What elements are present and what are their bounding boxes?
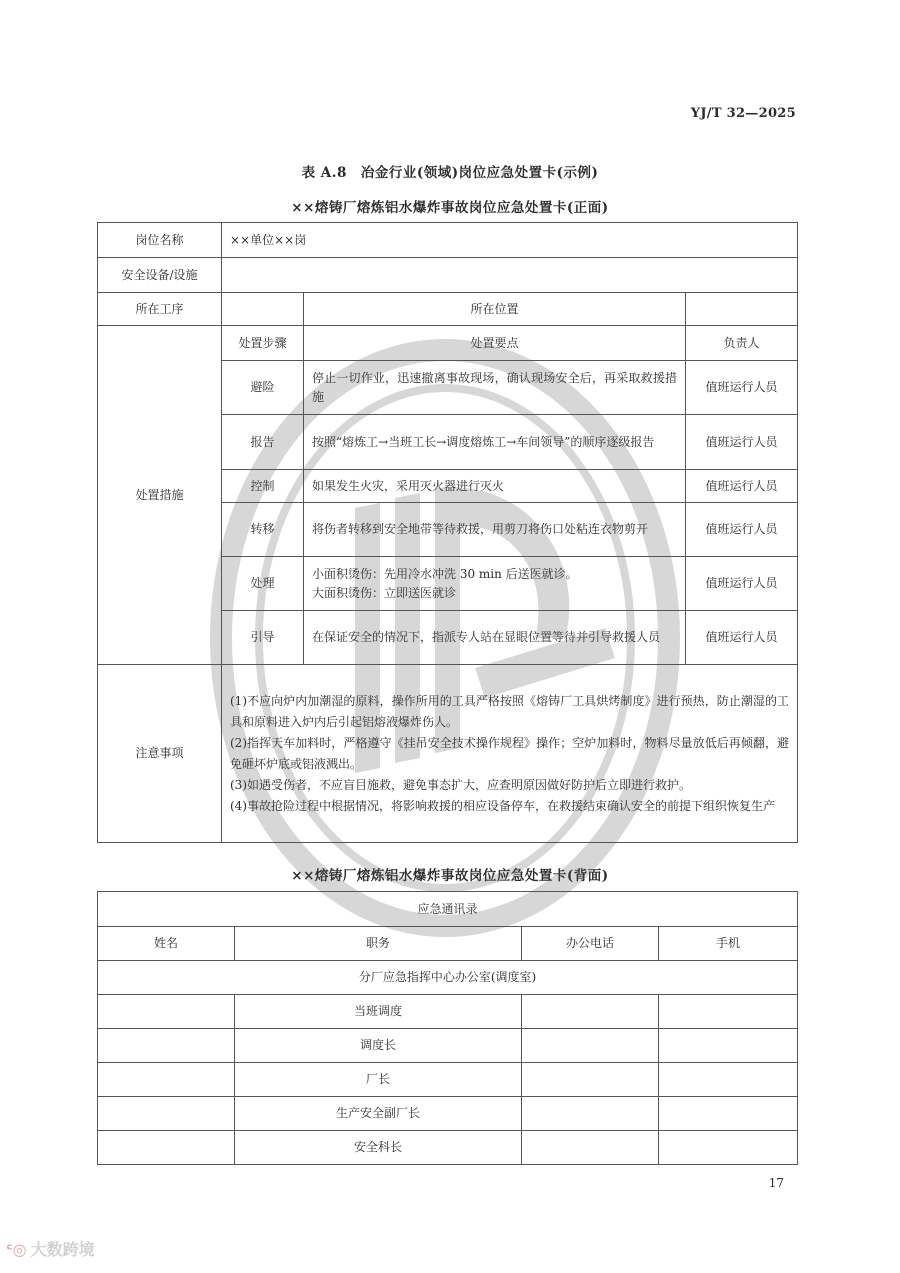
process-value	[222, 293, 304, 326]
watermark-logo	[6, 1237, 95, 1260]
note-item: (3)如遇受伤者，不应盲目施救，避免事态扩大，应查明原因做好防护后立即进行救护。	[230, 777, 692, 792]
step-points-line: 大面积烫伤：立即送医就诊	[312, 585, 457, 600]
directory-label: 应急通讯录	[98, 892, 798, 927]
step-points: 将伤者转移到安全地带等待救援，用剪刀将伤口处粘连衣物剪开	[304, 503, 686, 557]
table-row	[98, 1097, 798, 1131]
contact-position: 调度长	[235, 1029, 522, 1063]
section-label: 分厂应急指挥中心办公室(调度室)	[98, 961, 798, 995]
contact-office-phone	[522, 1131, 659, 1165]
contact-position: 安全科长	[235, 1131, 522, 1165]
step-points: 如果发生火灾，采用灭火器进行灭火	[304, 470, 686, 503]
table-row	[98, 1131, 798, 1165]
table-row	[98, 1029, 798, 1063]
back-card-table	[97, 891, 798, 1165]
key-points-header: 处置要点	[304, 326, 686, 361]
table-title: 表 A.8 冶金行业(领域)岗位应急处置卡(示例)	[301, 165, 599, 181]
step-responsible: 值班运行人员	[686, 611, 798, 665]
document-code: YJ/T 32—2025	[690, 106, 796, 121]
contact-name	[98, 1029, 235, 1063]
contact-position: 生产安全副厂长	[235, 1097, 522, 1131]
watermark-logo-text: 大数跨境	[30, 1240, 95, 1259]
contact-mobile	[659, 1063, 798, 1097]
notes-content	[222, 665, 798, 843]
notes-label: 注意事项	[98, 665, 222, 843]
column-header-office-phone: 办公电话	[522, 927, 659, 961]
front-card-table	[97, 222, 798, 843]
step-header: 处置步骤	[222, 326, 304, 361]
measures-label: 处置措施	[98, 326, 222, 665]
location-label: 所在位置	[304, 293, 686, 326]
step-points: 停止一切作业，迅速撤离事故现场，确认现场安全后，再采取救援措施	[304, 361, 686, 415]
contact-mobile	[659, 1029, 798, 1063]
step-points: 按照“熔炼工→当班工长→调度熔炼工→车间领导”的顺序逐级报告	[304, 415, 686, 470]
column-header-name: 姓名	[98, 927, 235, 961]
contact-name	[98, 1063, 235, 1097]
contact-name	[98, 995, 235, 1029]
contact-office-phone	[522, 1063, 659, 1097]
column-header-position: 职务	[235, 927, 522, 961]
step-name: 报告	[222, 415, 304, 470]
step-responsible: 值班运行人员	[686, 557, 798, 611]
contact-office-phone	[522, 995, 659, 1029]
table-row	[98, 995, 798, 1029]
step-name: 引导	[222, 611, 304, 665]
step-responsible: 值班运行人员	[686, 470, 798, 503]
note-item: (2)指挥天车加料时，严格遵守《挂吊安全技术操作规程》操作；空炉加料时，物料尽量放低后再倾翻，避免砸坏炉底或铝液溅出。	[230, 735, 789, 771]
contact-position: 当班调度	[235, 995, 522, 1029]
note-item: (4)事故抢险过程中根据情况，将影响救援的相应设备停车，在救援结束确认安全的前提下组织恢复生产	[230, 798, 776, 813]
step-responsible: 值班运行人员	[686, 503, 798, 557]
front-card-title: ××熔铸厂熔炼铝水爆炸事故岗位应急处置卡(正面)	[291, 200, 609, 216]
back-card-title: ××熔铸厂熔炼铝水爆炸事故岗位应急处置卡(背面)	[291, 868, 609, 884]
contact-mobile	[659, 1131, 798, 1165]
contact-office-phone	[522, 1029, 659, 1063]
post-name-value: ××单位××岗	[222, 223, 798, 258]
step-responsible: 值班运行人员	[686, 361, 798, 415]
swirl-logo-icon: ᶜ◎	[6, 1240, 27, 1259]
process-label: 所在工序	[98, 293, 222, 326]
responsible-header: 负责人	[686, 326, 798, 361]
column-header-mobile: 手机	[659, 927, 798, 961]
step-points-line: 小面积烫伤：先用冷水冲洗 30 min 后送医就诊。	[312, 566, 578, 581]
page-number: 17	[768, 1176, 784, 1190]
contact-office-phone	[522, 1097, 659, 1131]
table-row	[98, 1063, 798, 1097]
contact-name	[98, 1097, 235, 1131]
contact-mobile	[659, 1097, 798, 1131]
post-name-label: 岗位名称	[98, 223, 222, 258]
step-points: 在保证安全的情况下，指派专人站在显眼位置等待并引导救援人员	[304, 611, 686, 665]
note-item: (1)不应向炉内加潮湿的原料，操作所用的工具严格按照《熔铸厂工具烘烤制度》进行预热，防止潮湿的工具和原料进入炉内后引起铝熔液爆炸伤人。	[230, 693, 789, 729]
safety-equipment-label: 安全设备/设施	[98, 258, 222, 293]
step-name: 处理	[222, 557, 304, 611]
step-responsible: 值班运行人员	[686, 415, 798, 470]
step-name: 控制	[222, 470, 304, 503]
step-name: 避险	[222, 361, 304, 415]
contact-name	[98, 1131, 235, 1165]
step-points	[304, 557, 686, 611]
step-name: 转移	[222, 503, 304, 557]
location-value	[686, 293, 798, 326]
contact-mobile	[659, 995, 798, 1029]
contact-position: 厂长	[235, 1063, 522, 1097]
safety-equipment-value	[222, 258, 798, 293]
